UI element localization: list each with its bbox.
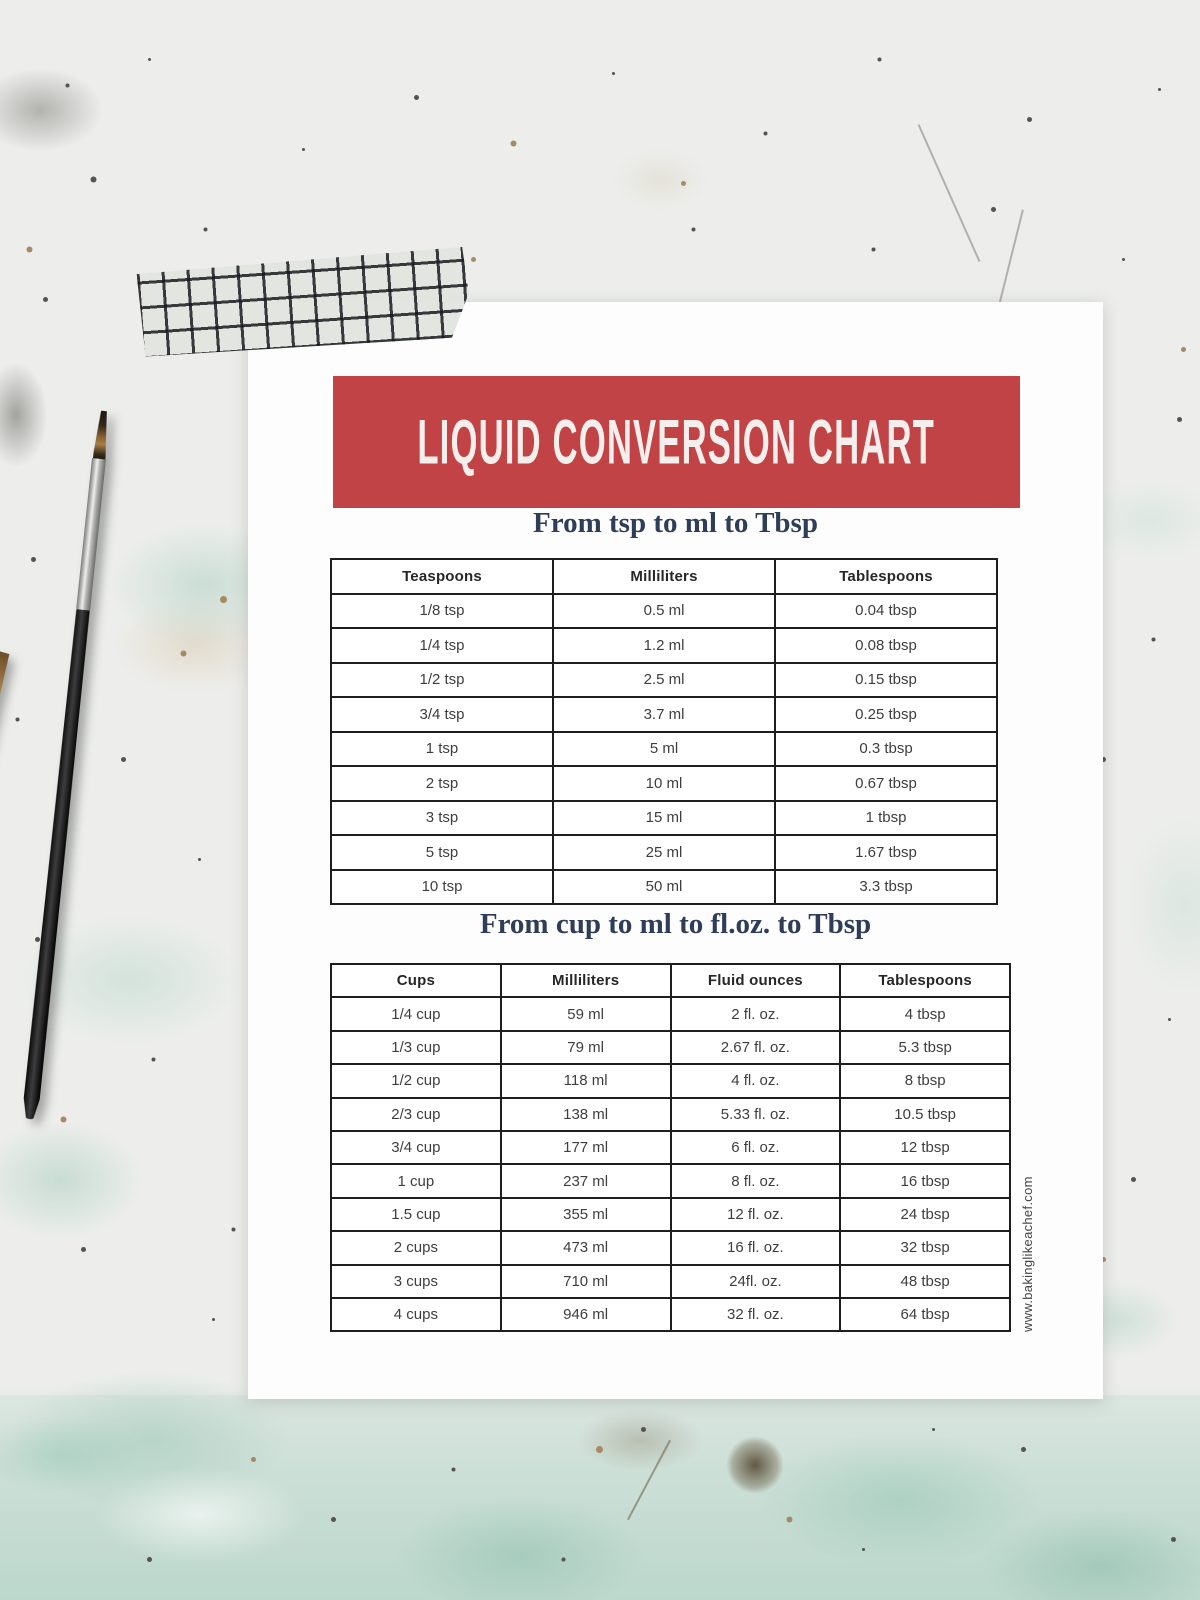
table-cell: 8 tbsp [840,1064,1010,1097]
table-cell: 32 fl. oz. [671,1298,841,1331]
table-cell: 0.08 tbsp [775,628,997,663]
table-cell: 25 ml [553,835,775,870]
website-url: www.bakinglikeachef.com [1020,1176,1035,1332]
table-cell: 2/3 cup [331,1098,501,1131]
table-cell: 10 ml [553,766,775,801]
table-cell: 5 ml [553,732,775,767]
column-header: Cups [331,964,501,997]
section-subtitle-cups: From cup to ml to fl.oz. to Tbsp [479,908,872,940]
table-cell: 0.67 tbsp [775,766,997,801]
table-cell: 5 tsp [331,835,553,870]
table-cell: 177 ml [501,1131,671,1164]
table-cell: 64 tbsp [840,1298,1010,1331]
table-cell: 12 fl. oz. [671,1198,841,1231]
table-cell: 0.5 ml [553,594,775,629]
table-cell: 6 fl. oz. [671,1131,841,1164]
table-cell: 237 ml [501,1164,671,1197]
table-cell: 3 tsp [331,801,553,836]
table-row [331,870,997,905]
table-cell: 1/2 cup [331,1064,501,1097]
table-cell: 1/4 cup [331,997,501,1030]
table-cell: 1/8 tsp [331,594,553,629]
texture-speckles-warm [0,0,3,3]
table-row [331,628,997,663]
table-cell: 3.7 ml [553,697,775,732]
table-cell: 50 ml [553,870,775,905]
table-row [331,732,997,767]
conversion-chart-page [248,302,1103,1399]
table-row [331,1298,1010,1331]
table-cell: 0.15 tbsp [775,663,997,698]
table-header-row [331,964,1010,997]
table-row [331,594,997,629]
table-row [331,997,1010,1030]
table-cell: 2 tsp [331,766,553,801]
table-cell: 16 fl. oz. [671,1231,841,1264]
table-cell: 1 tsp [331,732,553,767]
table-cell: 0.25 tbsp [775,697,997,732]
cup-ml-floz-tbsp-table [330,963,1011,1332]
table-cell: 10.5 tbsp [840,1098,1010,1131]
table-row [331,1198,1010,1231]
table-cell: 32 tbsp [840,1231,1010,1264]
table-cell: 24 tbsp [840,1198,1010,1231]
table-cell: 710 ml [501,1265,671,1298]
brush-bristles [0,649,14,734]
table-row [331,1164,1010,1197]
table-cell: 8 fl. oz. [671,1164,841,1197]
table-cell: 3.3 tbsp [775,870,997,905]
table-cell: 473 ml [501,1231,671,1264]
table-row [331,1098,1010,1131]
table-cell: 2 cups [331,1231,501,1264]
table-row [331,1231,1010,1264]
table-cell: 10 tsp [331,870,553,905]
column-header: Tablespoons [775,559,997,594]
column-header: Milliliters [553,559,775,594]
table-cell: 24fl. oz. [671,1265,841,1298]
table-cell: 4 fl. oz. [671,1064,841,1097]
tsp-ml-tbsp-table [330,558,998,905]
table-cell: 5.33 fl. oz. [671,1098,841,1131]
table-cell: 1/2 tsp [331,663,553,698]
table-cell: 16 tbsp [840,1164,1010,1197]
table-row [331,1131,1010,1164]
table-cell: 4 cups [331,1298,501,1331]
table-cell: 0.3 tbsp [775,732,997,767]
table-cell: 5.3 tbsp [840,1031,1010,1064]
table-cell: 3/4 tsp [331,697,553,732]
table-cell: 1 tbsp [775,801,997,836]
brush-bristles [93,410,111,459]
table-row [331,766,997,801]
table-row [331,663,997,698]
page-title: LIQUID CONVERSION CHART [417,406,936,478]
table-cell: 1 cup [331,1164,501,1197]
table-cell: 946 ml [501,1298,671,1331]
table-cell: 2 fl. oz. [671,997,841,1030]
table-body [331,594,997,905]
title-banner [333,376,1020,508]
column-header: Tablespoons [840,964,1010,997]
plaster-crack [918,124,981,262]
table-cell: 2.5 ml [553,663,775,698]
column-header: Milliliters [501,964,671,997]
small-paintbrush [21,410,113,1120]
table-cell: 2.67 fl. oz. [671,1031,841,1064]
table-row [331,1064,1010,1097]
table-cell: 1.5 cup [331,1198,501,1231]
table-row [331,801,997,836]
table-body [331,997,1010,1331]
large-paintbrush [0,648,15,1301]
table-cell: 12 tbsp [840,1131,1010,1164]
table-row [331,835,997,870]
table-header-row [331,559,997,594]
section-subtitle-teaspoons: From tsp to ml to Tbsp [533,507,818,539]
brush-handle [22,609,91,1120]
table-cell: 48 tbsp [840,1265,1010,1298]
table-cell: 138 ml [501,1098,671,1131]
table-cell: 4 tbsp [840,997,1010,1030]
table-cell: 59 ml [501,997,671,1030]
table-cell: 355 ml [501,1198,671,1231]
table-cell: 1/4 tsp [331,628,553,663]
table-row [331,697,997,732]
table-cell: 3 cups [331,1265,501,1298]
table-cell: 15 ml [553,801,775,836]
table-cell: 0.04 tbsp [775,594,997,629]
column-header: Teaspoons [331,559,553,594]
column-header: Fluid ounces [671,964,841,997]
table-cell: 1.67 tbsp [775,835,997,870]
table-cell: 79 ml [501,1031,671,1064]
table-cell: 1.2 ml [553,628,775,663]
table-cell: 1/3 cup [331,1031,501,1064]
table-cell: 118 ml [501,1064,671,1097]
table-cell: 3/4 cup [331,1131,501,1164]
plaster-texture-bottom [0,1395,1200,1600]
table-row [331,1031,1010,1064]
brush-ferrule [76,458,106,611]
table-row [331,1265,1010,1298]
